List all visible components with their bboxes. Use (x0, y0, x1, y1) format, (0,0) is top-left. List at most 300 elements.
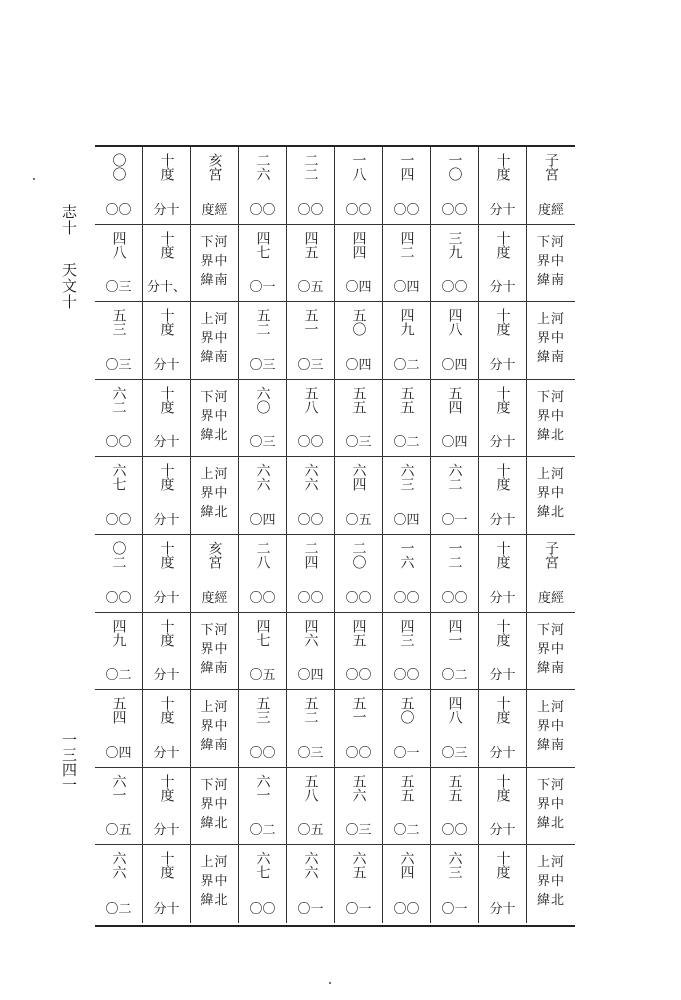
table-cell (527, 457, 575, 535)
cell-top-wrap (479, 851, 526, 897)
cell-top-wrap (383, 696, 430, 742)
cell-top-wrap (287, 774, 334, 820)
cell-bottom-value: 〇〇 (393, 590, 420, 606)
cell-top-wrap (95, 153, 142, 199)
cell-label-line: 界中 (536, 796, 565, 812)
cell-top-wrap (287, 851, 334, 897)
cell-top-value: 四五 (350, 618, 367, 647)
cell-top-wrap (335, 153, 382, 199)
cell-label-line: 上河 (200, 467, 229, 483)
cell-label-line: 界中 (200, 796, 229, 812)
cell-top-value: 六四 (398, 851, 415, 880)
cell-bottom-value: 分十 (489, 202, 516, 218)
cell-bottom-value: 〇〇 (441, 202, 468, 218)
cell-top-wrap (191, 153, 238, 199)
cell-label-line: 上河 (536, 312, 565, 328)
cell-label-line: 界中 (536, 719, 565, 735)
cell-top-wrap (287, 308, 334, 354)
cell-label-line: 下河 (536, 622, 565, 638)
cell-top-value: 五四 (110, 696, 127, 725)
cell-top-value: 四三 (398, 618, 415, 647)
cell-top-wrap (383, 463, 430, 509)
cell-bottom-value: 度經 (201, 202, 228, 218)
cell-label-line: 緯南 (200, 738, 229, 754)
cell-bottom-value: 〇〇 (297, 512, 324, 528)
cell-label-line: 緯南 (200, 350, 229, 366)
cell-bottom-value: 〇〇 (297, 435, 324, 451)
cell-bottom-value: 〇四 (249, 512, 276, 528)
cell-top-value: 三九 (446, 230, 463, 259)
table-cell (479, 535, 527, 613)
cell-label-block (527, 310, 575, 367)
cell-top-wrap (95, 851, 142, 897)
cell-top-value: 六六 (254, 463, 271, 492)
cell-top-value: 四一 (446, 618, 463, 647)
table-cell (191, 690, 239, 768)
cell-label-line: 緯北 (536, 893, 565, 909)
cell-top-wrap (431, 541, 478, 587)
cell-top-wrap (143, 231, 190, 277)
cell-label-line: 界中 (536, 331, 565, 347)
table-cell (239, 457, 287, 535)
table-cell (431, 225, 479, 303)
table-cell (287, 690, 335, 768)
cell-top-value: 六一 (110, 773, 127, 802)
cell-label-block (527, 388, 575, 445)
table-cell (335, 147, 383, 225)
cell-label-block (527, 233, 575, 290)
table-cell (479, 613, 527, 691)
cell-top-wrap (335, 696, 382, 742)
cell-top-value: 六四 (350, 463, 367, 492)
cell-bottom-value: 〇五 (105, 823, 132, 839)
cell-bottom-value: 分十 (489, 590, 516, 606)
cell-label-line: 緯北 (200, 505, 229, 521)
table-cell (287, 147, 335, 225)
cell-bottom-value: 〇五 (345, 512, 372, 528)
star-coordinate-table (95, 145, 575, 927)
cell-top-wrap (143, 463, 190, 509)
running-header-section: 天文十 (60, 262, 78, 310)
table-cell (191, 457, 239, 535)
cell-top-wrap (239, 541, 286, 587)
cell-top-value: 十度 (158, 696, 175, 725)
cell-top-wrap (335, 386, 382, 432)
table-cell (191, 147, 239, 225)
cell-top-wrap (527, 153, 575, 199)
table-cell (383, 613, 431, 691)
cell-bottom-value: 〇三 (297, 745, 324, 761)
table-cell (239, 380, 287, 458)
table-cell (191, 225, 239, 303)
cell-label-block (191, 776, 238, 833)
cell-top-wrap (479, 153, 526, 199)
cell-top-value: 十度 (158, 385, 175, 414)
cell-top-wrap (239, 231, 286, 277)
cell-top-wrap (479, 619, 526, 665)
cell-top-wrap (95, 619, 142, 665)
table-cell (335, 225, 383, 303)
cell-bottom-value: 〇一 (393, 745, 420, 761)
cell-top-wrap (95, 231, 142, 277)
cell-label-line: 下河 (200, 234, 229, 250)
cell-label-line: 下河 (200, 777, 229, 793)
cell-bottom-value: 〇〇 (249, 901, 276, 917)
cell-top-value: 四六 (302, 618, 319, 647)
cell-label-line: 緯北 (200, 427, 229, 443)
cell-top-value: 十度 (158, 230, 175, 259)
cell-bottom-value: 〇〇 (105, 435, 132, 451)
cell-top-value: 十度 (494, 153, 511, 181)
table-cell (527, 302, 575, 380)
cell-top-value: 十度 (494, 463, 511, 492)
table-cell (95, 147, 143, 225)
cell-top-wrap (287, 541, 334, 587)
table-cell (479, 768, 527, 846)
table-cell (143, 457, 191, 535)
cell-top-wrap (479, 231, 526, 277)
cell-top-wrap (383, 541, 430, 587)
cell-top-wrap (239, 851, 286, 897)
cell-label-line: 下河 (536, 234, 565, 250)
cell-bottom-value: 〇三 (345, 435, 372, 451)
cell-bottom-value: 分十 (153, 512, 180, 528)
cell-top-value: 四二 (398, 230, 415, 259)
cell-label-line: 界中 (536, 486, 565, 502)
cell-bottom-value: 〇二 (105, 668, 132, 684)
cell-bottom-value: 〇一 (441, 512, 468, 528)
table-cell (143, 380, 191, 458)
cell-top-value: 〇二 (110, 540, 127, 569)
cell-bottom-value: 分十 (153, 357, 180, 373)
table-cell (527, 768, 575, 846)
cell-top-value: 六二 (110, 385, 127, 414)
cell-top-value: 四八 (110, 230, 127, 259)
table-cell (335, 690, 383, 768)
cell-bottom-value: 〇〇 (297, 590, 324, 606)
cell-label-line: 界中 (200, 486, 229, 502)
cell-top-value: 一二 (446, 540, 463, 569)
cell-bottom-value: 分十 (153, 901, 180, 917)
table-cell (335, 535, 383, 613)
cell-top-wrap (431, 619, 478, 665)
cell-label-line: 界中 (536, 408, 565, 424)
table-cell (287, 768, 335, 846)
table-cell (335, 457, 383, 535)
cell-top-wrap (287, 386, 334, 432)
table-cell (95, 845, 143, 923)
cell-top-wrap (143, 696, 190, 742)
cell-top-value: 四九 (110, 618, 127, 647)
cell-top-wrap (527, 541, 575, 587)
cell-top-value: 子宮 (543, 153, 559, 181)
table-cell (335, 845, 383, 923)
cell-top-value: 十度 (158, 773, 175, 802)
table-cell (143, 225, 191, 303)
table-cell (287, 302, 335, 380)
cell-bottom-value: 〇一 (249, 280, 276, 296)
cell-label-line: 界中 (200, 719, 229, 735)
cell-label-line: 界中 (536, 253, 565, 269)
cell-top-value: 五五 (350, 385, 367, 414)
cell-label-line: 緯南 (536, 350, 565, 366)
cell-bottom-value: 分十 (489, 823, 516, 839)
cell-label-line: 緯南 (200, 272, 229, 288)
cell-top-value: 十度 (158, 463, 175, 492)
cell-top-value: 十度 (494, 618, 511, 647)
cell-top-value: 十度 (158, 851, 175, 880)
cell-label-block (191, 853, 238, 910)
table-cell (383, 457, 431, 535)
table-cell (527, 845, 575, 923)
cell-label-line: 下河 (200, 389, 229, 405)
cell-top-value: 五一 (302, 308, 319, 337)
cell-bottom-value: 〇〇 (345, 745, 372, 761)
cell-label-line: 上河 (200, 700, 229, 716)
table-cell (143, 613, 191, 691)
scan-speck (33, 178, 35, 180)
cell-top-wrap (335, 231, 382, 277)
cell-bottom-value: 〇〇 (345, 668, 372, 684)
table-cell (239, 768, 287, 846)
cell-top-wrap (335, 774, 382, 820)
cell-label-line: 下河 (200, 622, 229, 638)
table-cell (143, 690, 191, 768)
table-cell (479, 380, 527, 458)
cell-top-value: 四九 (398, 308, 415, 337)
cell-label-block (527, 698, 575, 755)
table-cell (95, 535, 143, 613)
cell-bottom-value: 〇三 (105, 357, 132, 373)
cell-top-value: 五二 (302, 696, 319, 725)
cell-top-wrap (335, 851, 382, 897)
cell-bottom-value: 〇四 (105, 745, 132, 761)
cell-label-line: 緯南 (200, 660, 229, 676)
cell-label-line: 界中 (200, 253, 229, 269)
cell-top-value: 十度 (158, 618, 175, 647)
cell-top-value: 十度 (494, 385, 511, 414)
table-cell (95, 613, 143, 691)
cell-top-wrap (431, 851, 478, 897)
cell-top-value: 六一 (254, 773, 271, 802)
table-cell (383, 768, 431, 846)
table-cell (287, 613, 335, 691)
table-cell (335, 302, 383, 380)
cell-top-wrap (383, 851, 430, 897)
cell-top-wrap (287, 696, 334, 742)
cell-top-value: 四七 (254, 230, 271, 259)
cell-top-wrap (95, 696, 142, 742)
cell-top-value: 六七 (254, 851, 271, 880)
table-cell (239, 690, 287, 768)
cell-bottom-value: 〇四 (393, 512, 420, 528)
table-cell (95, 768, 143, 846)
cell-top-value: 四五 (302, 230, 319, 259)
cell-label-block (191, 465, 238, 522)
cell-label-block (191, 621, 238, 678)
cell-bottom-value: 〇三 (105, 280, 132, 296)
cell-top-wrap (383, 774, 430, 820)
cell-bottom-value: 〇三 (345, 823, 372, 839)
cell-top-wrap (431, 386, 478, 432)
cell-label-line: 緯南 (536, 660, 565, 676)
cell-top-wrap (95, 541, 142, 587)
cell-bottom-value: 分十 (489, 512, 516, 528)
cell-top-value: 亥宮 (206, 153, 223, 181)
table-cell (335, 380, 383, 458)
table-cell (479, 690, 527, 768)
table-cell (143, 845, 191, 923)
cell-top-wrap (239, 386, 286, 432)
cell-top-value: 十度 (494, 540, 511, 569)
cell-top-value: 六〇 (254, 385, 271, 414)
cell-label-line: 上河 (536, 467, 565, 483)
cell-top-value: 十度 (494, 230, 511, 259)
cell-top-value: 亥宮 (206, 540, 223, 569)
table-cell (335, 768, 383, 846)
table-cell (383, 690, 431, 768)
cell-label-line: 下河 (536, 389, 565, 405)
cell-label-line: 界中 (536, 641, 565, 657)
cell-top-wrap (431, 696, 478, 742)
cell-bottom-value: 〇〇 (441, 823, 468, 839)
cell-label-line: 緯北 (536, 427, 565, 443)
cell-bottom-value: 分十 (153, 823, 180, 839)
cell-bottom-value: 〇五 (297, 280, 324, 296)
table-cell (287, 225, 335, 303)
table-cell (143, 147, 191, 225)
cell-bottom-value: 〇〇 (297, 202, 324, 218)
cell-bottom-value: 〇〇 (249, 202, 276, 218)
cell-top-value: 五五 (398, 385, 415, 414)
table-cell (479, 845, 527, 923)
cell-top-wrap (479, 696, 526, 742)
cell-bottom-value: 分十 (489, 901, 516, 917)
table-cell (431, 302, 479, 380)
cell-top-wrap (239, 774, 286, 820)
cell-label-line: 界中 (200, 874, 229, 890)
table-cell (239, 225, 287, 303)
cell-bottom-value: 〇四 (297, 668, 324, 684)
cell-top-wrap (383, 308, 430, 354)
cell-bottom-value: 〇〇 (441, 280, 468, 296)
cell-top-wrap (335, 308, 382, 354)
scan-speck (329, 982, 331, 984)
table-cell (527, 380, 575, 458)
cell-bottom-value: 〇一 (441, 901, 468, 917)
cell-bottom-value: 〇二 (105, 901, 132, 917)
cell-top-wrap (479, 463, 526, 509)
cell-top-value: 〇〇 (110, 153, 127, 181)
table-cell (143, 302, 191, 380)
cell-top-value: 二〇 (350, 540, 367, 569)
cell-top-wrap (239, 153, 286, 199)
table-cell (383, 845, 431, 923)
table-cell (287, 457, 335, 535)
cell-bottom-value: 分十 (489, 668, 516, 684)
cell-bottom-value: 分十 (489, 435, 516, 451)
cell-top-wrap (143, 541, 190, 587)
cell-top-wrap (479, 308, 526, 354)
cell-top-value: 五五 (446, 773, 463, 802)
cell-label-block (191, 698, 238, 755)
cell-label-block (191, 233, 238, 290)
cell-top-value: 十度 (494, 308, 511, 337)
table-cell (143, 768, 191, 846)
table-cell (95, 380, 143, 458)
table-cell (383, 147, 431, 225)
cell-top-value: 六二 (446, 463, 463, 492)
cell-top-value: 五四 (446, 385, 463, 414)
cell-top-value: 二六 (254, 153, 271, 181)
cell-top-value: 一〇 (446, 153, 463, 181)
table-cell (191, 845, 239, 923)
cell-top-value: 一四 (398, 153, 415, 181)
table-cell (479, 457, 527, 535)
cell-bottom-value: 〇四 (441, 435, 468, 451)
cell-bottom-value: 〇〇 (393, 668, 420, 684)
cell-top-value: 一八 (350, 153, 367, 181)
cell-top-wrap (143, 308, 190, 354)
cell-bottom-value: 〇五 (297, 823, 324, 839)
table-cell (95, 690, 143, 768)
cell-top-wrap (95, 308, 142, 354)
table-cell (527, 690, 575, 768)
cell-bottom-value: 分十 (153, 202, 180, 218)
table-cell (191, 613, 239, 691)
cell-top-wrap (431, 463, 478, 509)
cell-top-value: 二二 (302, 153, 319, 181)
cell-top-value: 六三 (398, 463, 415, 492)
cell-label-line: 上河 (536, 700, 565, 716)
cell-bottom-value: 分十 (153, 435, 180, 451)
cell-top-wrap (143, 774, 190, 820)
cell-top-wrap (335, 619, 382, 665)
cell-bottom-value: 〇二 (393, 357, 420, 373)
cell-label-block (191, 310, 238, 367)
table-cell (527, 613, 575, 691)
cell-bottom-value: 度經 (537, 202, 564, 218)
cell-label-line: 界中 (200, 331, 229, 347)
cell-bottom-value: 〇二 (393, 435, 420, 451)
cell-top-wrap (239, 308, 286, 354)
table-cell (191, 768, 239, 846)
cell-top-value: 四四 (350, 230, 367, 259)
cell-top-wrap (191, 541, 238, 587)
cell-label-line: 緯北 (536, 815, 565, 831)
cell-top-value: 五六 (350, 773, 367, 802)
cell-top-value: 六五 (350, 851, 367, 880)
cell-top-wrap (239, 463, 286, 509)
cell-top-wrap (431, 774, 478, 820)
cell-top-value: 六六 (110, 851, 127, 880)
cell-label-line: 上河 (536, 855, 565, 871)
table-cell (431, 613, 479, 691)
cell-bottom-value: 度經 (537, 590, 564, 606)
cell-top-value: 四七 (254, 618, 271, 647)
cell-bottom-value: 〇〇 (249, 745, 276, 761)
cell-top-wrap (431, 231, 478, 277)
cell-bottom-value: 〇〇 (105, 202, 132, 218)
cell-label-block (527, 465, 575, 522)
cell-top-wrap (431, 308, 478, 354)
cell-top-value: 五八 (302, 385, 319, 414)
cell-label-line: 界中 (200, 408, 229, 424)
cell-top-value: 五三 (254, 696, 271, 725)
cell-top-value: 十度 (158, 153, 175, 181)
cell-bottom-value: 〇三 (441, 745, 468, 761)
cell-top-value: 十度 (158, 308, 175, 337)
